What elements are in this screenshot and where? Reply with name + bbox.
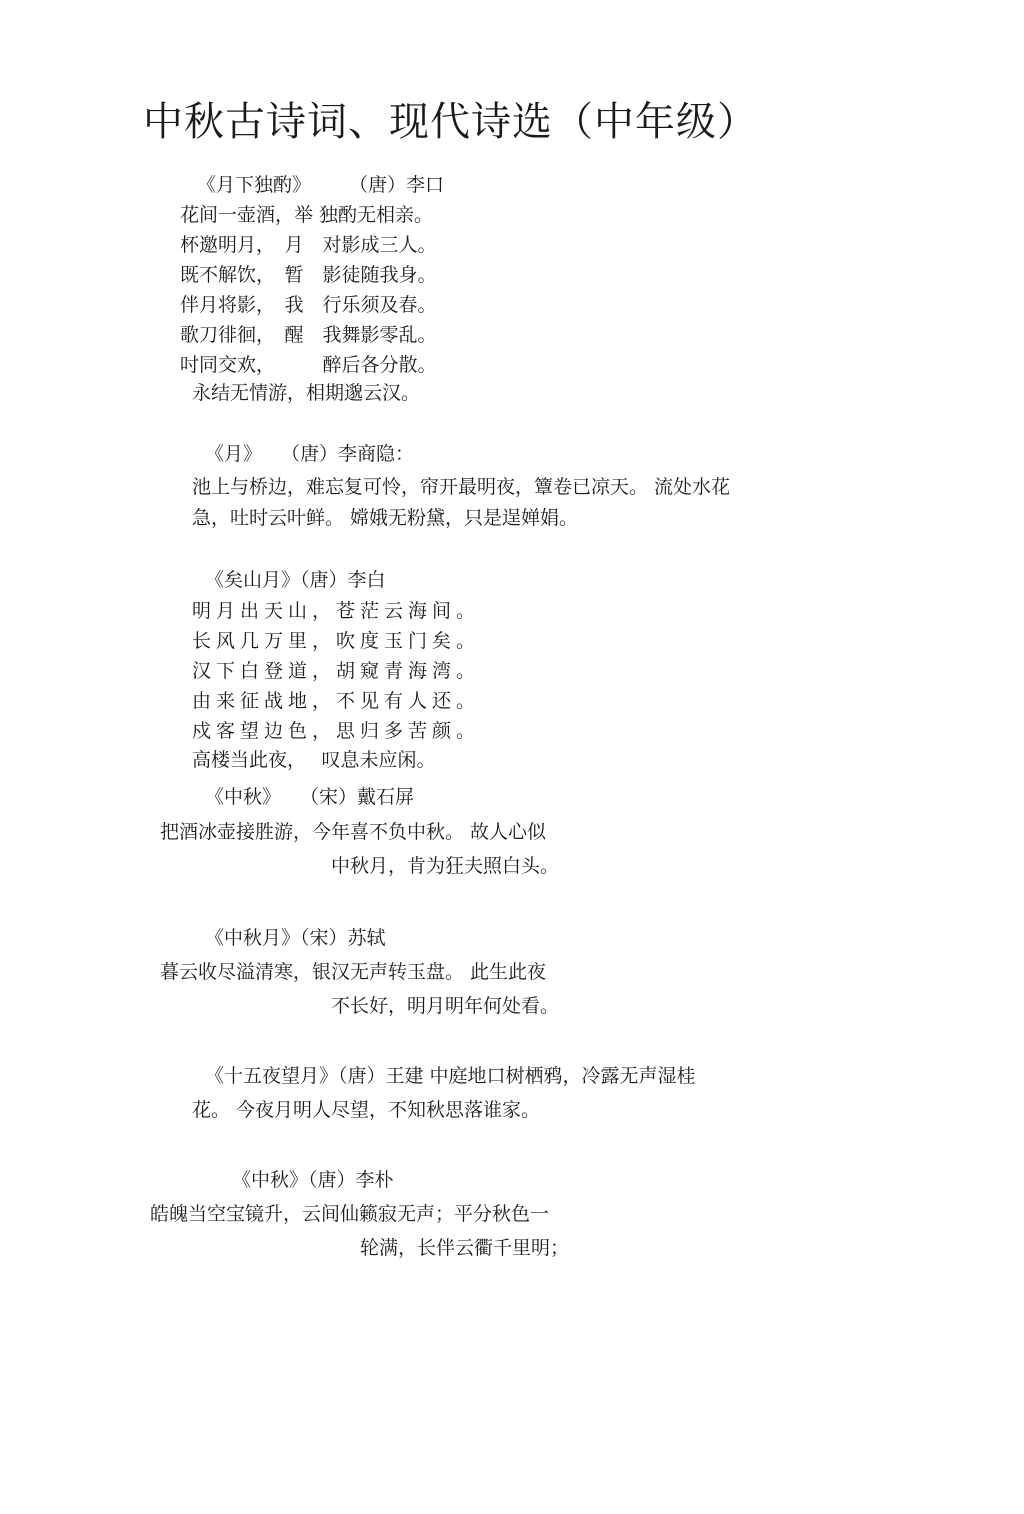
poem-line: 不长好，明月明年何处看。 [331, 995, 560, 1017]
poem-line: 吋同交欢， 醉后各分散。 [180, 354, 437, 376]
poem-line: 池上与桥边，难忘复可怜，帘开最明夜，簟卷已凉天。 流处水花 [192, 476, 731, 498]
poem-line: 花。 今夜月明人尽望，不知秋思落谁家。 [192, 1099, 541, 1121]
poem-heading: 《中秋》 （宋）戴石屏 [205, 786, 415, 808]
poem-line: 急，吐时云叶鲜。 嫦娥无粉黛，只是逞婵娟。 [192, 507, 579, 529]
poem-line: 暮云收尽溢清寒，银汉无声转玉盘。 此生此夜 [160, 961, 547, 983]
poem-line: 花间一壶酒，举 独酌无相亲。 [180, 204, 434, 226]
poem-heading: 《十五夜望月》（唐）王建 中庭地口树栖鸦，冷露无声湿桂 [205, 1065, 696, 1087]
poem-heading: 《中秋月》（宋）苏轼 [205, 927, 386, 949]
page-title: 中秋古诗词、现代诗选（中年级） [143, 99, 758, 145]
poem-line: 高楼当此夜， 叹息未应闲。 [192, 749, 436, 771]
poem-line: 歌刀徘徊， 醒 我舞影零乱。 [180, 324, 437, 346]
poem-line: 明月出天山，苍茫云海间。 [192, 600, 481, 622]
poem-line: 戍客望边色，思归多苦颜。 [192, 720, 481, 742]
poem-line: 杯邀明月， 月 对影成三人。 [180, 234, 437, 256]
poem-line: 永结无情游，相期邈云汉。 [192, 382, 421, 404]
poem-line: 由来征战地，不见有人还。 [192, 690, 481, 712]
poem-heading: 《矣山月》（唐）李白 [205, 569, 386, 591]
poem-heading: 《中秋》（唐）李朴 [232, 1169, 394, 1191]
poem-line: 伴月将影， 我 行乐须及春。 [180, 294, 437, 316]
poem-line: 中秋月，肯为狂夫照白头。 [331, 855, 560, 877]
poem-heading: 《月》 （唐）李商隐： [205, 443, 415, 465]
poem-line: 既不解饮， 暂 影徒随我身。 [180, 264, 437, 286]
poem-line: 把酒冰壶接胜游，今年喜不负中秋。 故人心似 [160, 821, 547, 843]
poem-line: 汉下白登道，胡窥青海湾。 [192, 660, 481, 682]
poem-line: 皓魄当空宝镜升，云间仙籁寂无声；平分秋色一 [150, 1203, 550, 1225]
poem-heading: 《月下独酌》 （唐）李口 [197, 174, 445, 196]
poem-line: 长风几万里，吹度玉门矣。 [192, 630, 481, 652]
poem-line: 轮满，长伴云衢千里明； [360, 1237, 570, 1259]
